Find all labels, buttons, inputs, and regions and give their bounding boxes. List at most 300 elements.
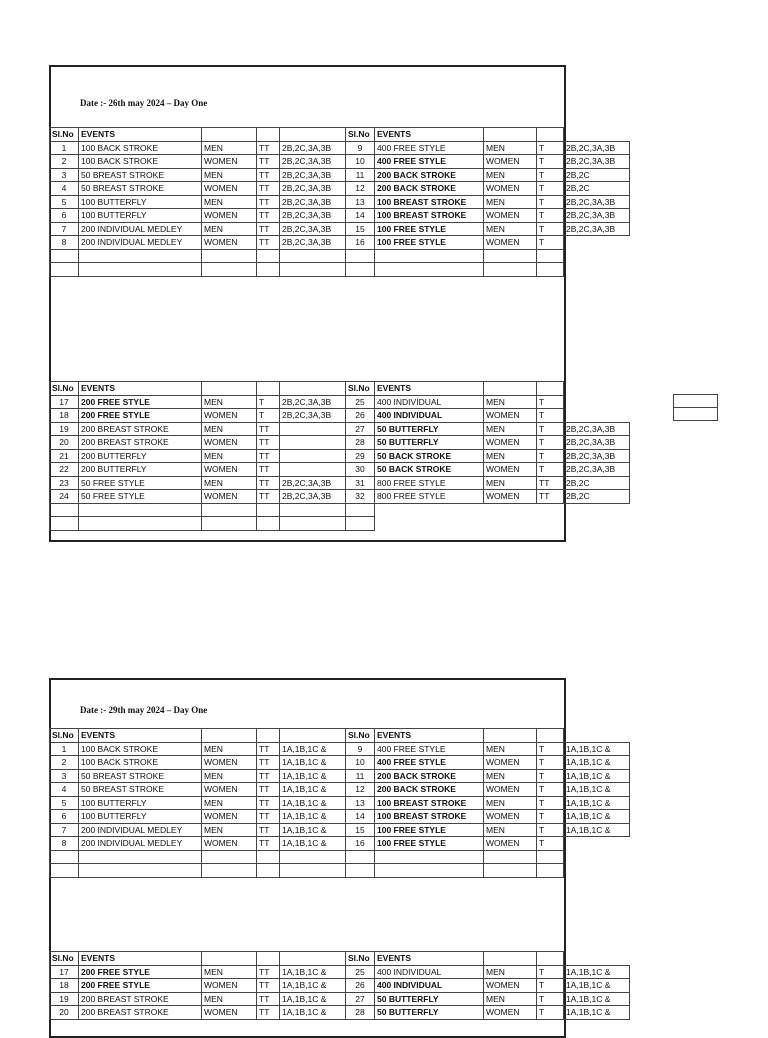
- event-gender: WOMEN: [202, 756, 257, 770]
- event-type: T: [537, 449, 564, 463]
- events-header: EVENTS: [375, 128, 484, 142]
- event-categories: 1A,1B,1C &: [280, 979, 346, 993]
- event-name: 50 BUTTERFLY: [375, 1006, 484, 1020]
- event-gender: MEN: [484, 422, 537, 436]
- event-number: 32: [346, 490, 375, 504]
- event-categories: 2B,2C,3A,3B: [280, 395, 346, 409]
- event-categories: 1A,1B,1C &: [280, 810, 346, 824]
- event-gender: WOMEN: [484, 1006, 537, 1020]
- event-number: 25: [346, 395, 375, 409]
- event-number: 15: [346, 222, 375, 236]
- event-categories: 2B,2C: [564, 476, 630, 490]
- event-type: T: [537, 141, 564, 155]
- event-type: TT: [257, 823, 280, 837]
- event-name: 200 FREE STYLE: [79, 395, 202, 409]
- event-name: 50 BACK STROKE: [375, 463, 484, 477]
- event-gender: WOMEN: [202, 783, 257, 797]
- event-gender: WOMEN: [484, 463, 537, 477]
- event-number: 26: [346, 979, 375, 993]
- sheet2-date: Date :- 29th may 2024 – Day One: [80, 705, 208, 715]
- event-type: T: [537, 155, 564, 169]
- event-name: 100 BACK STROKE: [79, 155, 202, 169]
- sheet2-top-table: [49, 728, 630, 878]
- event-type: TT: [257, 436, 280, 450]
- events-header: EVENTS: [375, 729, 484, 743]
- event-number: 21: [50, 449, 79, 463]
- event-type: T: [537, 422, 564, 436]
- event-number: 18: [50, 409, 79, 423]
- event-categories: 2B,2C,3A,3B: [280, 155, 346, 169]
- event-gender: MEN: [202, 796, 257, 810]
- event-gender: WOMEN: [202, 236, 257, 250]
- event-name: 400 FREE STYLE: [375, 155, 484, 169]
- event-gender: WOMEN: [484, 783, 537, 797]
- event-number: 6: [50, 810, 79, 824]
- event-categories: [564, 395, 630, 409]
- event-name: 50 BREAST STROKE: [79, 769, 202, 783]
- event-row: [50, 155, 630, 169]
- event-type: T: [537, 168, 564, 182]
- event-gender: WOMEN: [484, 979, 537, 993]
- event-gender: MEN: [484, 769, 537, 783]
- event-categories: 1A,1B,1C &: [280, 742, 346, 756]
- event-name: 100 FREE STYLE: [375, 837, 484, 851]
- event-number: 22: [50, 463, 79, 477]
- event-categories: 2B,2C,3A,3B: [280, 182, 346, 196]
- event-type: T: [537, 992, 564, 1006]
- event-type: TT: [257, 756, 280, 770]
- event-gender: MEN: [202, 195, 257, 209]
- event-gender: MEN: [202, 449, 257, 463]
- sheet1-bottom-table: [49, 381, 630, 531]
- event-categories: 1A,1B,1C &: [564, 823, 630, 837]
- event-type: TT: [537, 490, 564, 504]
- event-type: TT: [257, 490, 280, 504]
- event-number: 6: [50, 209, 79, 223]
- event-categories: 2B,2C: [564, 182, 630, 196]
- event-name: 100 BACK STROKE: [79, 141, 202, 155]
- event-number: 7: [50, 222, 79, 236]
- event-name: 50 BUTTERFLY: [375, 436, 484, 450]
- event-categories: 1A,1B,1C &: [280, 823, 346, 837]
- event-gender: WOMEN: [484, 209, 537, 223]
- event-gender: WOMEN: [484, 810, 537, 824]
- slno-header: Sl.No: [346, 729, 375, 743]
- event-gender: WOMEN: [202, 1006, 257, 1020]
- event-categories: 2B,2C,3A,3B: [564, 436, 630, 450]
- event-name: 400 INDIVIDUAL: [375, 409, 484, 423]
- event-categories: 2B,2C,3A,3B: [280, 222, 346, 236]
- event-gender: MEN: [484, 965, 537, 979]
- slno-header: Sl.No: [50, 729, 79, 743]
- event-name: 800 FREE STYLE: [375, 476, 484, 490]
- event-type: TT: [257, 236, 280, 250]
- event-name: 100 FREE STYLE: [375, 236, 484, 250]
- blank-row: [50, 263, 630, 277]
- event-type: T: [537, 195, 564, 209]
- event-number: 16: [346, 236, 375, 250]
- event-row: [50, 837, 630, 851]
- event-gender: WOMEN: [484, 837, 537, 851]
- blank-row: [50, 517, 630, 531]
- event-name: 50 BUTTERFLY: [375, 422, 484, 436]
- event-row: [50, 141, 630, 155]
- event-name: 200 BUTTERFLY: [79, 463, 202, 477]
- event-categories: [280, 463, 346, 477]
- event-gender: MEN: [202, 476, 257, 490]
- event-number: 28: [346, 436, 375, 450]
- events-header: EVENTS: [375, 382, 484, 396]
- event-number: 7: [50, 823, 79, 837]
- event-categories: 1A,1B,1C &: [280, 992, 346, 1006]
- sheet2-bottom-header: [50, 952, 630, 966]
- sheet1-date: Date :- 26th may 2024 – Day One: [80, 98, 208, 108]
- slno-header: Sl.No: [346, 382, 375, 396]
- event-gender: MEN: [484, 476, 537, 490]
- event-categories: [280, 436, 346, 450]
- event-categories: 2B,2C,3A,3B: [564, 422, 630, 436]
- event-number: 3: [50, 168, 79, 182]
- event-categories: 1A,1B,1C &: [564, 742, 630, 756]
- event-name: 200 BACK STROKE: [375, 783, 484, 797]
- event-categories: 2B,2C,3A,3B: [280, 490, 346, 504]
- event-gender: MEN: [202, 823, 257, 837]
- event-number: 19: [50, 992, 79, 1006]
- event-number: 11: [346, 769, 375, 783]
- event-gender: WOMEN: [484, 155, 537, 169]
- event-name: 50 BREAST STROKE: [79, 182, 202, 196]
- event-gender: WOMEN: [202, 490, 257, 504]
- event-number: 20: [50, 1006, 79, 1020]
- event-categories: [564, 837, 630, 851]
- event-type: T: [537, 756, 564, 770]
- events-header: EVENTS: [79, 128, 202, 142]
- event-number: 31: [346, 476, 375, 490]
- event-row: [50, 769, 630, 783]
- event-number: 1: [50, 141, 79, 155]
- event-type: TT: [257, 476, 280, 490]
- event-number: 4: [50, 783, 79, 797]
- event-name: 200 BREAST STROKE: [79, 422, 202, 436]
- event-name: 100 FREE STYLE: [375, 222, 484, 236]
- blank-row: [50, 503, 630, 517]
- event-categories: 2B,2C,3A,3B: [564, 209, 630, 223]
- event-categories: 2B,2C,3A,3B: [280, 209, 346, 223]
- event-row: [50, 476, 630, 490]
- event-number: 23: [50, 476, 79, 490]
- event-type: T: [537, 796, 564, 810]
- event-gender: MEN: [202, 422, 257, 436]
- event-name: 100 BREAST STROKE: [375, 810, 484, 824]
- event-name: 400 FREE STYLE: [375, 141, 484, 155]
- event-categories: 2B,2C,3A,3B: [564, 141, 630, 155]
- event-gender: MEN: [484, 992, 537, 1006]
- event-categories: 1A,1B,1C &: [564, 979, 630, 993]
- event-gender: WOMEN: [202, 979, 257, 993]
- event-type: T: [537, 742, 564, 756]
- event-gender: MEN: [484, 395, 537, 409]
- event-type: T: [537, 463, 564, 477]
- event-categories: 1A,1B,1C &: [564, 965, 630, 979]
- event-categories: 1A,1B,1C &: [280, 837, 346, 851]
- event-gender: WOMEN: [202, 810, 257, 824]
- event-row: [50, 965, 630, 979]
- event-type: TT: [257, 783, 280, 797]
- event-gender: MEN: [484, 742, 537, 756]
- event-categories: [280, 422, 346, 436]
- event-categories: 2B,2C,3A,3B: [280, 236, 346, 250]
- event-name: 100 BUTTERFLY: [79, 796, 202, 810]
- event-number: 29: [346, 449, 375, 463]
- event-gender: WOMEN: [202, 155, 257, 169]
- event-gender: WOMEN: [202, 182, 257, 196]
- event-name: 50 BREAST STROKE: [79, 168, 202, 182]
- event-categories: 2B,2C,3A,3B: [564, 222, 630, 236]
- event-number: 16: [346, 837, 375, 851]
- event-categories: 1A,1B,1C &: [280, 769, 346, 783]
- event-number: 8: [50, 837, 79, 851]
- event-gender: MEN: [202, 742, 257, 756]
- event-type: TT: [257, 422, 280, 436]
- event-type: T: [537, 395, 564, 409]
- event-gender: MEN: [484, 222, 537, 236]
- event-row: [50, 979, 630, 993]
- event-categories: 1A,1B,1C &: [564, 1006, 630, 1020]
- event-type: T: [257, 395, 280, 409]
- stray-cell: [673, 407, 718, 421]
- event-row: [50, 222, 630, 236]
- event-type: T: [537, 837, 564, 851]
- event-gender: WOMEN: [484, 490, 537, 504]
- event-name: 200 BREAST STROKE: [79, 1006, 202, 1020]
- event-type: T: [537, 1006, 564, 1020]
- event-number: 30: [346, 463, 375, 477]
- event-number: 13: [346, 195, 375, 209]
- event-gender: WOMEN: [484, 409, 537, 423]
- event-name: 200 INDIVIDUAL MEDLEY: [79, 236, 202, 250]
- event-categories: 2B,2C,3A,3B: [280, 409, 346, 423]
- event-name: 400 INDIVIDUAL: [375, 979, 484, 993]
- event-row: [50, 409, 630, 423]
- event-number: 3: [50, 769, 79, 783]
- event-name: 200 BACK STROKE: [375, 168, 484, 182]
- slno-header: Sl.No: [50, 952, 79, 966]
- event-name: 200 INDIVIDUAL MEDLEY: [79, 837, 202, 851]
- event-gender: MEN: [484, 141, 537, 155]
- event-categories: 1A,1B,1C &: [280, 1006, 346, 1020]
- event-number: 11: [346, 168, 375, 182]
- event-type: TT: [537, 476, 564, 490]
- event-type: TT: [257, 168, 280, 182]
- event-gender: WOMEN: [202, 209, 257, 223]
- event-categories: 2B,2C: [564, 168, 630, 182]
- event-gender: WOMEN: [202, 837, 257, 851]
- event-row: [50, 1006, 630, 1020]
- event-number: 27: [346, 992, 375, 1006]
- event-row: [50, 236, 630, 250]
- events-header: EVENTS: [79, 729, 202, 743]
- event-type: T: [537, 236, 564, 250]
- event-number: 9: [346, 141, 375, 155]
- event-type: T: [537, 783, 564, 797]
- event-name: 100 BUTTERFLY: [79, 209, 202, 223]
- event-type: TT: [257, 222, 280, 236]
- event-gender: WOMEN: [484, 436, 537, 450]
- event-categories: 1A,1B,1C &: [564, 756, 630, 770]
- sheet1-bottom-header: [50, 382, 630, 396]
- event-categories: 2B,2C,3A,3B: [280, 141, 346, 155]
- slno-header: Sl.No: [346, 952, 375, 966]
- event-type: TT: [257, 195, 280, 209]
- event-type: T: [537, 979, 564, 993]
- event-name: 400 INDIVIDUAL: [375, 965, 484, 979]
- event-row: [50, 436, 630, 450]
- sheet2-bottom-table: [49, 951, 630, 1020]
- event-name: 400 FREE STYLE: [375, 756, 484, 770]
- event-row: [50, 810, 630, 824]
- event-categories: 1A,1B,1C &: [280, 965, 346, 979]
- event-number: 27: [346, 422, 375, 436]
- event-categories: 2B,2C,3A,3B: [564, 195, 630, 209]
- event-categories: 1A,1B,1C &: [564, 796, 630, 810]
- event-name: 100 BACK STROKE: [79, 742, 202, 756]
- event-number: 18: [50, 979, 79, 993]
- event-name: 100 BACK STROKE: [79, 756, 202, 770]
- event-name: 200 BREAST STROKE: [79, 436, 202, 450]
- event-name: 50 BREAST STROKE: [79, 783, 202, 797]
- event-type: T: [537, 182, 564, 196]
- event-categories: 1A,1B,1C &: [280, 796, 346, 810]
- event-type: TT: [257, 796, 280, 810]
- event-gender: WOMEN: [202, 463, 257, 477]
- event-gender: MEN: [202, 141, 257, 155]
- event-name: 100 FREE STYLE: [375, 823, 484, 837]
- event-gender: WOMEN: [202, 409, 257, 423]
- event-row: [50, 783, 630, 797]
- event-row: [50, 395, 630, 409]
- event-gender: MEN: [202, 965, 257, 979]
- event-categories: 2B,2C,3A,3B: [280, 168, 346, 182]
- event-number: 24: [50, 490, 79, 504]
- event-name: 100 BUTTERFLY: [79, 810, 202, 824]
- event-name: 50 BACK STROKE: [375, 449, 484, 463]
- event-gender: MEN: [202, 769, 257, 783]
- event-name: 200 BACK STROKE: [375, 769, 484, 783]
- event-number: 17: [50, 395, 79, 409]
- event-categories: 2B,2C: [564, 490, 630, 504]
- event-type: T: [537, 409, 564, 423]
- event-gender: MEN: [202, 168, 257, 182]
- event-name: 200 INDIVIDUAL MEDLEY: [79, 823, 202, 837]
- event-number: 10: [346, 155, 375, 169]
- slno-header: Sl.No: [346, 128, 375, 142]
- event-categories: 2B,2C,3A,3B: [564, 155, 630, 169]
- sheet1-top-header: [50, 128, 630, 142]
- event-number: 12: [346, 783, 375, 797]
- event-type: T: [537, 222, 564, 236]
- event-row: [50, 209, 630, 223]
- event-name: 200 BUTTERFLY: [79, 449, 202, 463]
- event-name: 200 BREAST STROKE: [79, 992, 202, 1006]
- event-name: 800 FREE STYLE: [375, 490, 484, 504]
- event-name: 100 BUTTERFLY: [79, 195, 202, 209]
- event-row: [50, 742, 630, 756]
- event-type: TT: [257, 742, 280, 756]
- event-type: T: [537, 209, 564, 223]
- event-type: TT: [257, 1006, 280, 1020]
- event-row: [50, 182, 630, 196]
- events-header: EVENTS: [79, 952, 202, 966]
- event-type: TT: [257, 463, 280, 477]
- events-header: EVENTS: [79, 382, 202, 396]
- event-number: 25: [346, 965, 375, 979]
- event-number: 8: [50, 236, 79, 250]
- blank-row: [50, 864, 630, 878]
- event-categories: 1A,1B,1C &: [280, 783, 346, 797]
- event-row: [50, 490, 630, 504]
- event-name: 50 FREE STYLE: [79, 490, 202, 504]
- event-categories: 2B,2C,3A,3B: [280, 476, 346, 490]
- event-name: 100 BREAST STROKE: [375, 195, 484, 209]
- event-number: 5: [50, 195, 79, 209]
- event-type: TT: [257, 769, 280, 783]
- event-number: 2: [50, 155, 79, 169]
- event-categories: [280, 449, 346, 463]
- event-categories: 1A,1B,1C &: [564, 783, 630, 797]
- event-number: 14: [346, 810, 375, 824]
- event-name: 200 FREE STYLE: [79, 965, 202, 979]
- event-name: 200 INDIVIDUAL MEDLEY: [79, 222, 202, 236]
- slno-header: Sl.No: [50, 128, 79, 142]
- event-type: T: [537, 965, 564, 979]
- event-type: TT: [257, 449, 280, 463]
- event-type: TT: [257, 141, 280, 155]
- event-number: 10: [346, 756, 375, 770]
- event-categories: 1A,1B,1C &: [564, 992, 630, 1006]
- event-type: TT: [257, 155, 280, 169]
- event-number: 5: [50, 796, 79, 810]
- event-number: 26: [346, 409, 375, 423]
- event-categories: 2B,2C,3A,3B: [564, 449, 630, 463]
- event-categories: [564, 409, 630, 423]
- sheet1-top-table: [49, 127, 630, 277]
- event-gender: WOMEN: [484, 756, 537, 770]
- event-gender: MEN: [202, 992, 257, 1006]
- event-type: T: [537, 436, 564, 450]
- event-gender: MEN: [484, 823, 537, 837]
- event-name: 200 BACK STROKE: [375, 182, 484, 196]
- event-number: 13: [346, 796, 375, 810]
- event-row: [50, 796, 630, 810]
- events-header: EVENTS: [375, 952, 484, 966]
- event-type: TT: [257, 209, 280, 223]
- event-row: [50, 756, 630, 770]
- event-type: TT: [257, 992, 280, 1006]
- event-name: 50 FREE STYLE: [79, 476, 202, 490]
- event-name: 400 INDIVIDUAL: [375, 395, 484, 409]
- event-name: 200 FREE STYLE: [79, 409, 202, 423]
- blank-row: [50, 249, 630, 263]
- event-gender: MEN: [202, 395, 257, 409]
- event-row: [50, 449, 630, 463]
- event-number: 1: [50, 742, 79, 756]
- event-number: 19: [50, 422, 79, 436]
- event-number: 12: [346, 182, 375, 196]
- slno-header: Sl.No: [50, 382, 79, 396]
- event-type: T: [257, 409, 280, 423]
- event-name: 400 FREE STYLE: [375, 742, 484, 756]
- stray-cell: [673, 394, 718, 408]
